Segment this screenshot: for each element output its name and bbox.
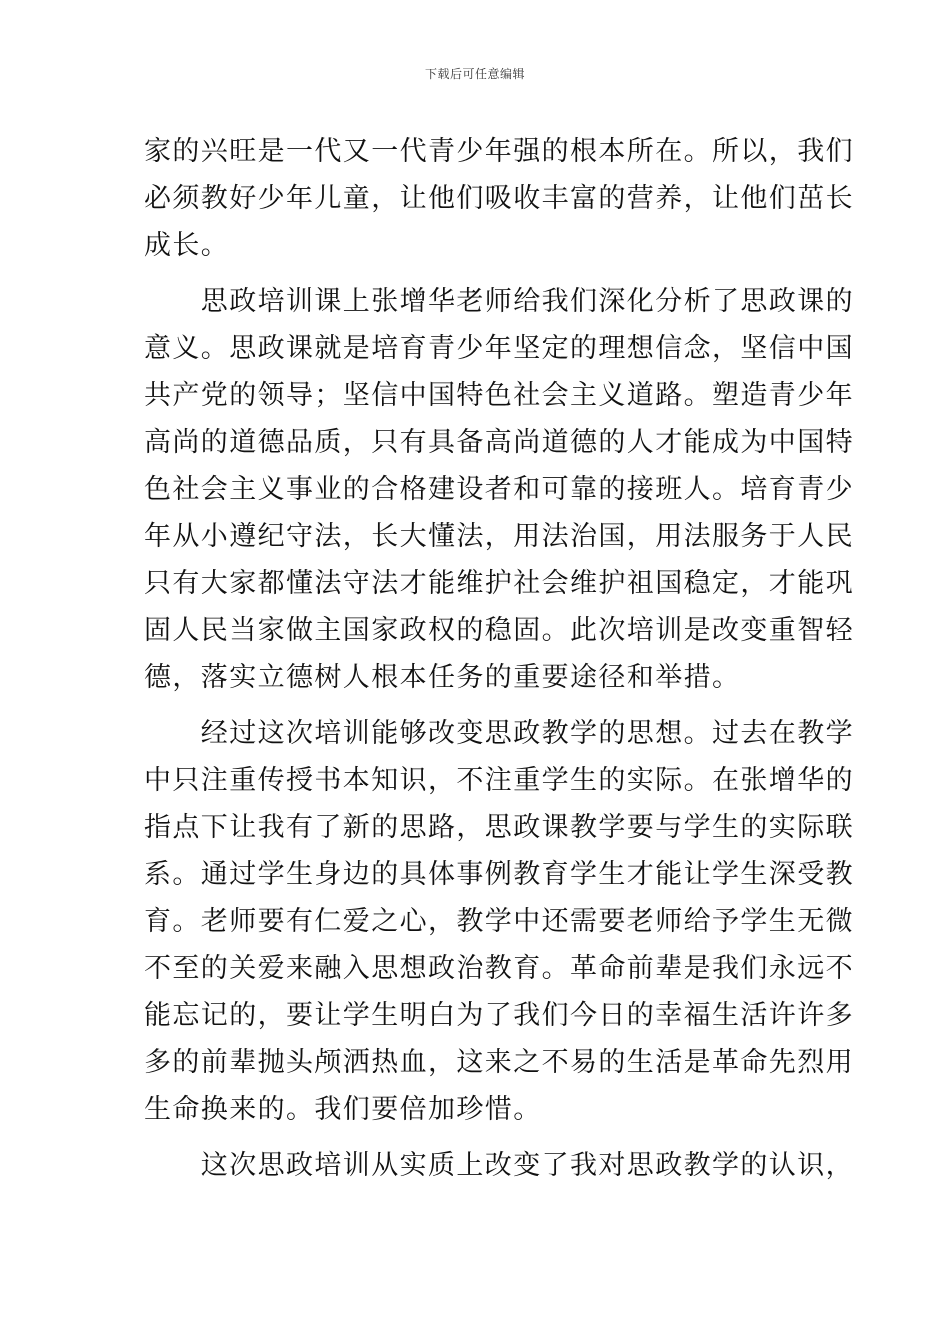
text-line: 色社会主义事业的合格建设者和可靠的接班人。培育青少 — [144, 474, 854, 505]
text-line: 指点下让我有了新的思路，思政课教学要与学生的实际联 — [144, 812, 854, 843]
paragraph-gap — [144, 701, 810, 710]
text-line: 只有大家都懂法守法才能维护社会维护祖国稳定，才能巩 — [144, 568, 854, 599]
paragraph-gap — [144, 1133, 810, 1142]
page-header: 下载后可任意编辑 — [424, 67, 525, 81]
text-line: 能忘记的，要让学生明白为了我们今日的幸福生活许许多 — [144, 1000, 854, 1031]
text-line: 中只注重传授书本知识，不注重学生的实际。在张增华的 — [144, 765, 854, 796]
text-line: 共产党的领导；坚信中国特色社会主义道路。塑造青少年 — [144, 380, 854, 411]
text-line: 生命换来的。我们要倍加珍惜。 — [144, 1094, 542, 1125]
text-line: 经过这次培训能够改变思政教学的思想。过去在教学 — [144, 718, 854, 749]
text-line: 固人民当家做主国家政权的稳固。此次培训是改变重智轻 — [144, 615, 854, 646]
text-line: 德，落实立德树人根本任务的重要途径和举措。 — [144, 662, 741, 693]
paragraph-gap — [144, 269, 810, 278]
paragraph — [144, 128, 854, 269]
paragraph — [144, 278, 854, 701]
text-line: 高尚的道德品质，只有具备高尚道德的人才能成为中国特 — [144, 427, 854, 458]
text-line: 系。通过学生身边的具体事例教育学生才能让学生深受教 — [144, 859, 854, 890]
text-line: 年从小遵纪守法，长大懂法，用法治国，用法服务于人民 — [144, 521, 854, 552]
text-line: 育。老师要有仁爱之心，教学中还需要老师给予学生无微 — [144, 906, 854, 937]
text-line: 不至的关爱来融入思想政治教育。革命前辈是我们永远不 — [144, 953, 854, 984]
paragraph — [144, 710, 854, 1133]
paragraph — [144, 1142, 854, 1189]
text-line: 必须教好少年儿童，让他们吸收丰富的营养，让他们茁长 — [144, 183, 854, 214]
text-line: 家的兴旺是一代又一代青少年强的根本所在。所以，我们 — [144, 136, 854, 167]
text-line: 多的前辈抛头颅洒热血，这来之不易的生活是革命先烈用 — [144, 1047, 854, 1078]
text-line: 意义。思政课就是培育青少年坚定的理想信念，坚信中国 — [144, 333, 854, 364]
text-line: 成长。 — [144, 230, 230, 261]
text-line: 思政培训课上张增华老师给我们深化分析了思政课的 — [144, 286, 854, 317]
text-line: 这次思政培训从实质上改变了我对思政教学的认识， — [144, 1150, 854, 1181]
document-body — [144, 128, 854, 1189]
